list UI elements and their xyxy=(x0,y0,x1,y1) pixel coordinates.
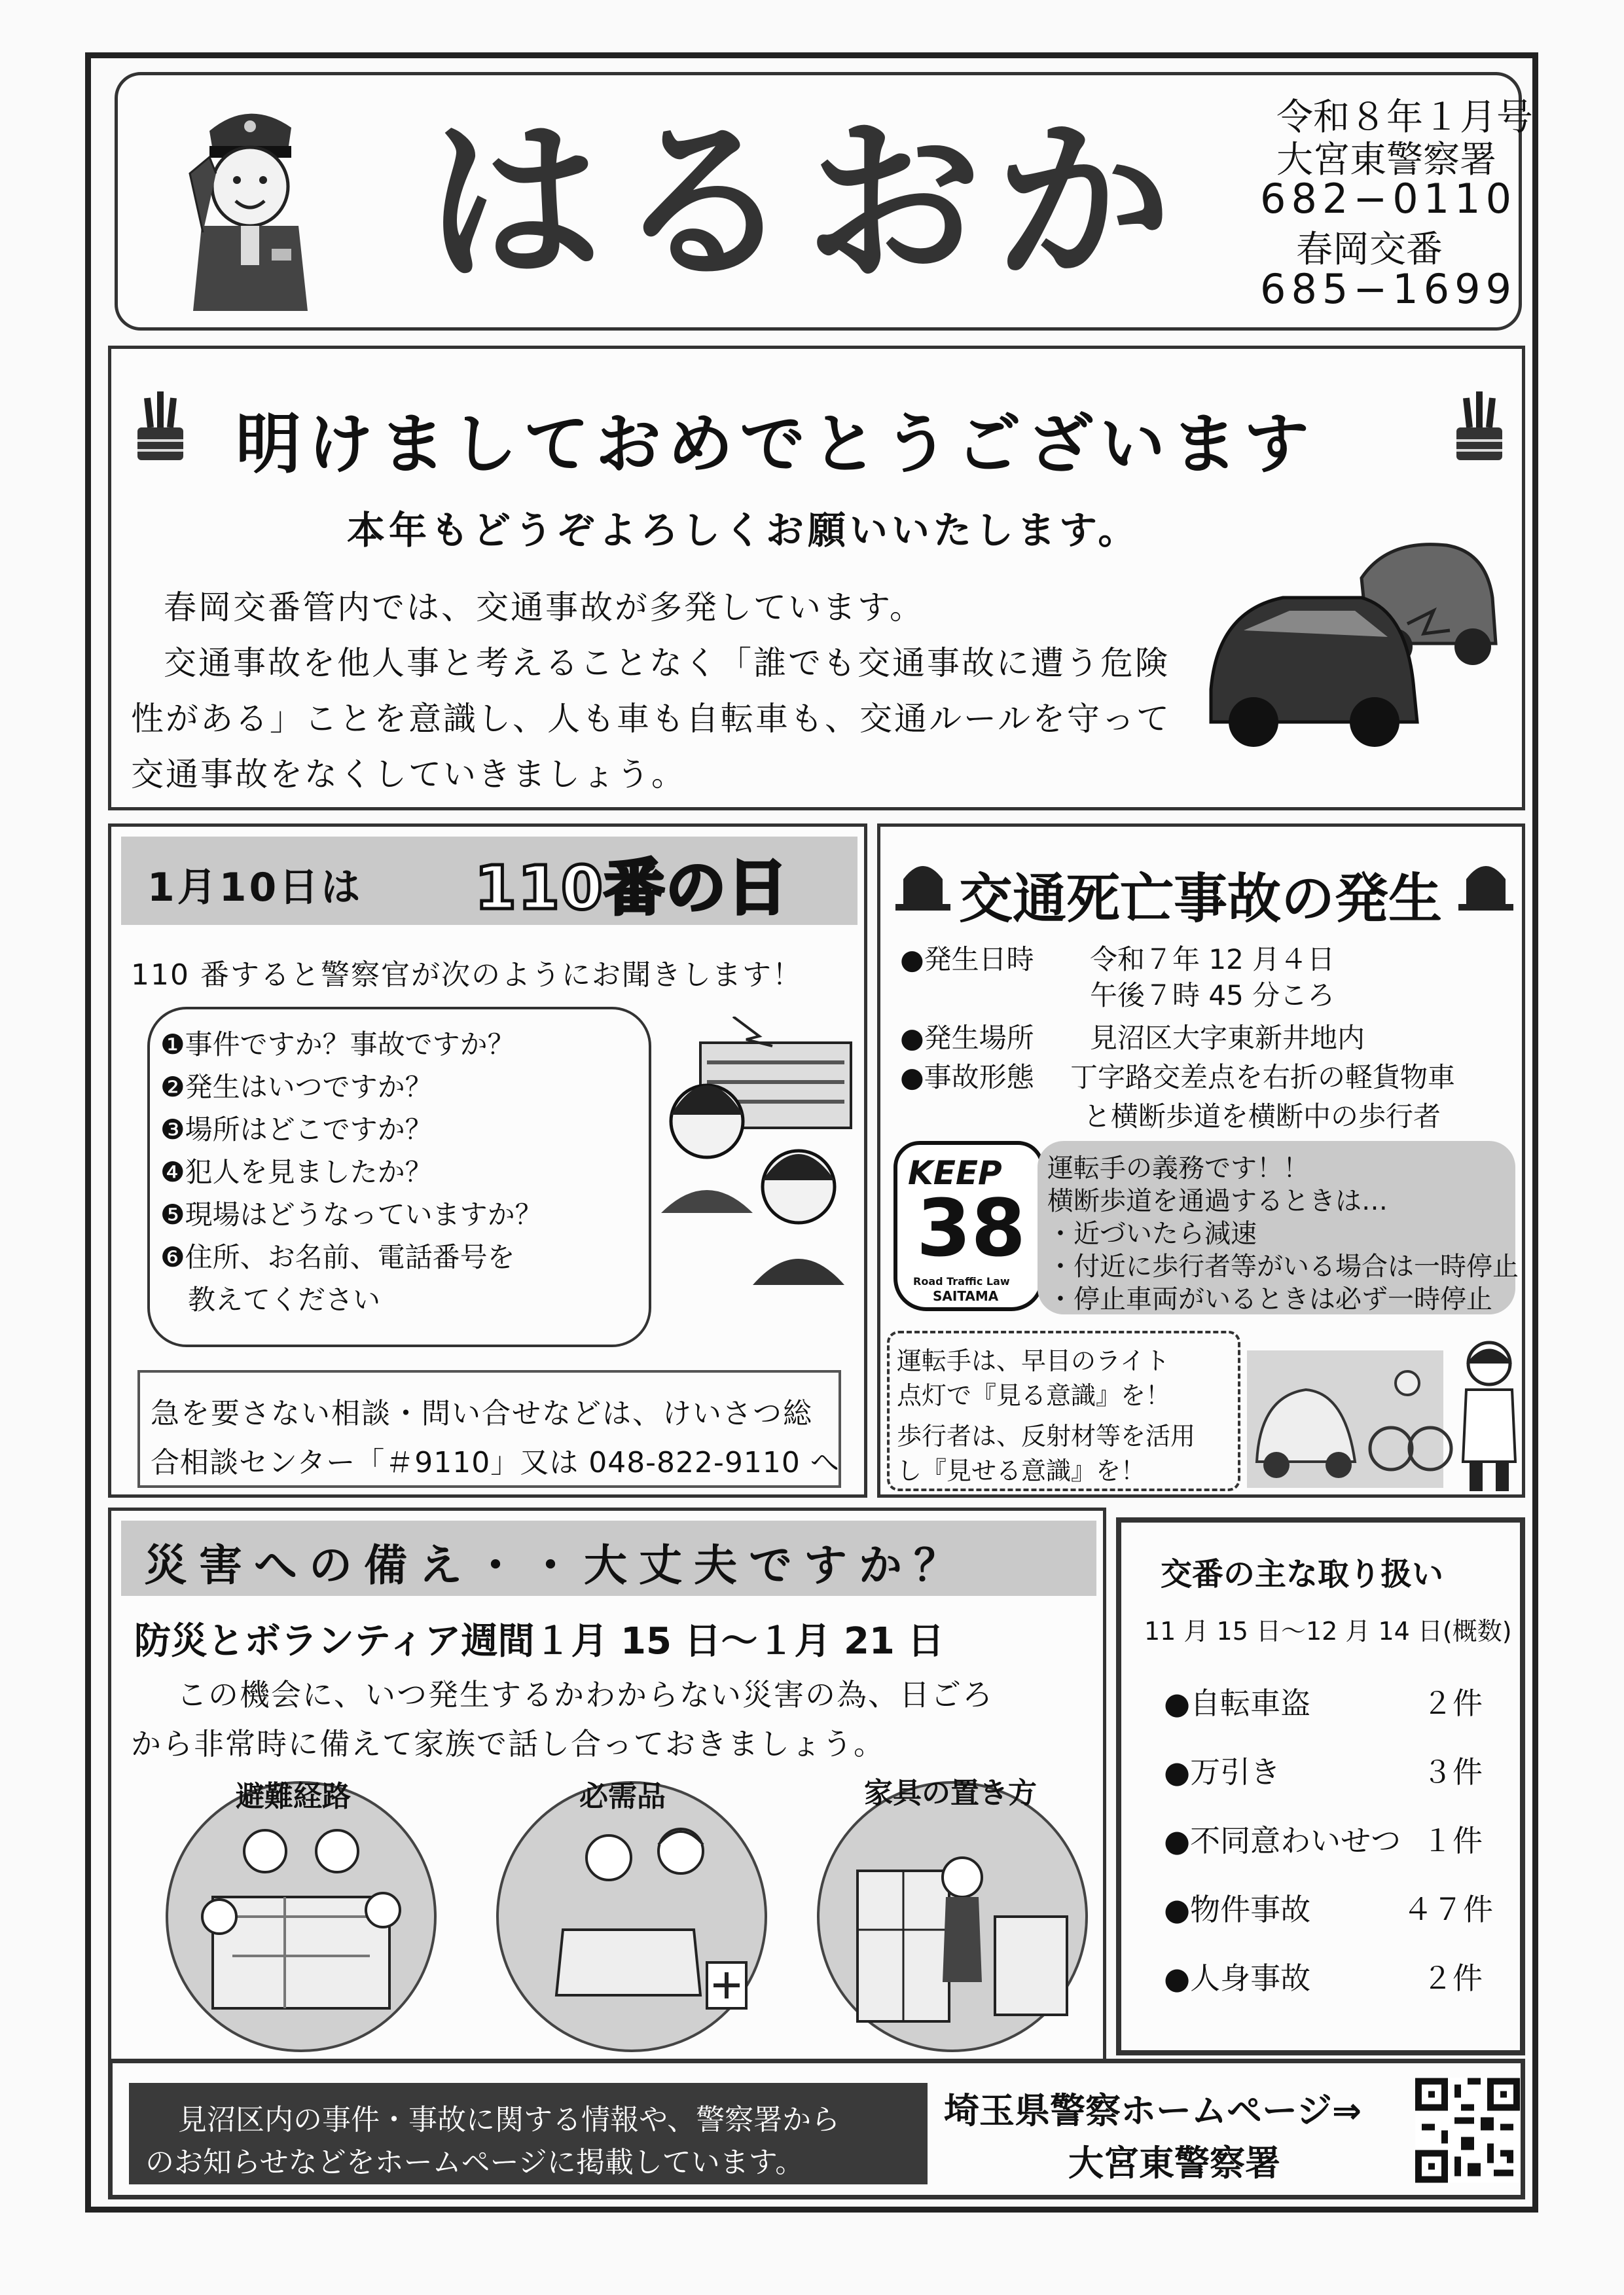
question-5: ❺現場はどうなっていますか？ xyxy=(160,1199,543,1231)
stats-item-2-count: ３件 xyxy=(1422,1754,1483,1790)
stats-period: 11 月 15 日～12 月 14 日(概数) xyxy=(1144,1617,1512,1646)
police-officer-illustration xyxy=(183,95,314,317)
stats-item-4-count: ４７件 xyxy=(1403,1892,1493,1927)
kadomatsu-right-icon xyxy=(1450,391,1509,463)
station-phone: 682−0110 xyxy=(1260,175,1517,223)
greeting-subheading: 本年もどうぞよろしくお願いいたします。 xyxy=(347,508,1140,552)
greeting-line-3: 性がある」ことを意識し、人も車も自転車も、交通ルールを守って xyxy=(131,700,1171,738)
greeting-line-1: 春岡交番管内では、交通事故が多発しています。 xyxy=(164,588,924,626)
fatal-row-4-label: ●事故形態 xyxy=(900,1061,1034,1093)
kadomatsu-left-icon xyxy=(131,391,190,463)
disaster-heading: 災害への備え・・大丈夫ですか？ xyxy=(144,1540,969,1591)
stats-item-5-label: ●人身事故 xyxy=(1164,1961,1311,1996)
light-line-2: 点灯で『見る意識』を！ xyxy=(897,1381,1171,1410)
keep38-line1: Road Traffic Law xyxy=(913,1275,1010,1288)
footer-notice-line-1: 見沼区内の事件・事故に関する情報や、警察署から xyxy=(178,2103,840,2137)
keep38-line2: SAITAMA xyxy=(933,1288,999,1304)
stats-heading: 交番の主な取り扱い xyxy=(1161,1556,1444,1593)
fatal-row-4-value: 丁字路交差点を右折の軽貨物車 xyxy=(1070,1061,1456,1093)
light-line-3: 歩行者は、反射材等を活用 xyxy=(897,1422,1196,1451)
greeting-line-4: 交通事故をなくしていきましょう。 xyxy=(131,755,686,793)
homepage-link-line-2[interactable]: 大宮東警察署 xyxy=(1068,2142,1280,2184)
fatal-heading: 交通死亡事故の発生 xyxy=(959,868,1443,930)
question-4: ❹犯人を見ましたか？ xyxy=(160,1156,433,1188)
fatal-row-3-value: 見沼区大字東新井地内 xyxy=(1090,1022,1365,1054)
duty-line-1: 運転手の義務です！！ xyxy=(1047,1153,1309,1184)
stats-item-1-label: ●自転車盗 xyxy=(1164,1686,1311,1721)
header-box xyxy=(115,72,1533,331)
footer-notice-line-2: のお知らせなどをホームページに掲載しています。 xyxy=(145,2146,804,2179)
stats-item-4-label: ●物件事故 xyxy=(1164,1892,1311,1927)
siren-right-icon xyxy=(1453,846,1519,912)
qr-code-icon[interactable] xyxy=(1415,2076,1520,2184)
fatal-accident-section xyxy=(877,823,1525,1498)
disaster-line-1: この機会に、いつ発生するかわからない災害の為、日ごろ xyxy=(177,1677,994,1712)
footer-section xyxy=(108,2059,1525,2199)
question-1: ❶事件ですか？事故ですか？ xyxy=(160,1028,515,1060)
station-name: 大宮東警察署 xyxy=(1276,139,1496,181)
issue-date: 令和８年１月号 xyxy=(1276,96,1533,139)
day110-intro: 110 番すると警察官が次のようにお聞きします！ xyxy=(131,958,803,992)
stats-item-5-count: ２件 xyxy=(1422,1961,1483,1996)
circle-label-essentials: 必需品 xyxy=(579,1780,666,1813)
stats-item-2-label: ●万引き xyxy=(1164,1754,1281,1790)
consult-line-2: 合相談センター「＃9110」又は 048-822-9110 へ xyxy=(151,1446,840,1479)
duty-line-4: ・付近に歩行者等がいる場合は一時停止 xyxy=(1047,1252,1519,1282)
stats-item-1-count: ２件 xyxy=(1422,1686,1483,1721)
question-6-cont: 教えてください xyxy=(160,1284,381,1316)
question-3: ❸場所はどこですか？ xyxy=(160,1113,433,1146)
duty-line-2: 横断歩道を通過するときは… xyxy=(1047,1186,1388,1216)
consult-line-1: 急を要さない相談・問い合せなどは、けいさつ総 xyxy=(151,1397,813,1430)
day110-heading-prefix: 1月10日は xyxy=(147,865,363,911)
fatal-row-1-value: 令和７年 12 月４日 xyxy=(1090,943,1335,975)
koban-stats-section xyxy=(1116,1517,1525,2055)
light-line-4: し『見せる意識』を！ xyxy=(897,1456,1146,1485)
greeting-heading: 明けましておめでとうございます xyxy=(236,406,1316,482)
homepage-link-line-1[interactable]: 埼玉県警察ホームページ⇒ xyxy=(944,2090,1362,2131)
fatal-row-5-value: と横断歩道を横断中の歩行者 xyxy=(1083,1100,1441,1132)
operators-illustration xyxy=(648,1017,857,1298)
stats-item-3-count: １件 xyxy=(1422,1823,1483,1858)
day110-heading-badge: 110番の日 xyxy=(475,853,789,923)
question-2: ❷発生はいつですか？ xyxy=(160,1071,433,1103)
duty-line-3: ・近づいたら減速 xyxy=(1047,1219,1257,1249)
duty-line-5: ・停止車両がいるときは必ず一時停止 xyxy=(1047,1284,1492,1314)
car-bicycle-pedestrian-illustration xyxy=(1247,1337,1522,1494)
disaster-line-2: から非常時に備えて家族で話し合っておきましょう。 xyxy=(131,1726,885,1762)
light-line-1: 運転手は、早目のライト xyxy=(897,1346,1170,1375)
day110-section xyxy=(108,823,867,1498)
koban-name: 春岡交番 xyxy=(1296,228,1443,271)
fatal-row-1-label: ●発生日時 xyxy=(900,943,1034,975)
koban-phone: 685−1699 xyxy=(1260,265,1517,313)
newsletter-title: はるおか xyxy=(425,99,1185,306)
fatal-row-2-value: 午後７時 45 分ころ xyxy=(1090,979,1335,1011)
car-collision-illustration xyxy=(1198,526,1506,768)
circle-label-furniture: 家具の置き方 xyxy=(864,1777,1037,1810)
question-6: ❻住所、お名前、電話番号を xyxy=(160,1241,515,1273)
disaster-section xyxy=(108,1508,1106,2064)
greeting-line-2: 交通事故を他人事と考えることなく「誰でも交通事故に遭う危険 xyxy=(164,644,1170,682)
siren-left-icon xyxy=(890,846,956,912)
stats-item-3-label: ●不同意わいせつ xyxy=(1164,1823,1401,1858)
fatal-row-3-label: ●発生場所 xyxy=(900,1022,1034,1054)
keep38-top: KEEP xyxy=(908,1154,1002,1192)
disaster-week: 防災とボランティア週間１月 15 日～１月 21 日 xyxy=(134,1620,945,1663)
circle-label-evacuation: 避難経路 xyxy=(236,1780,351,1813)
greeting-section xyxy=(108,346,1525,810)
keep38-number: 38 xyxy=(916,1184,1026,1274)
